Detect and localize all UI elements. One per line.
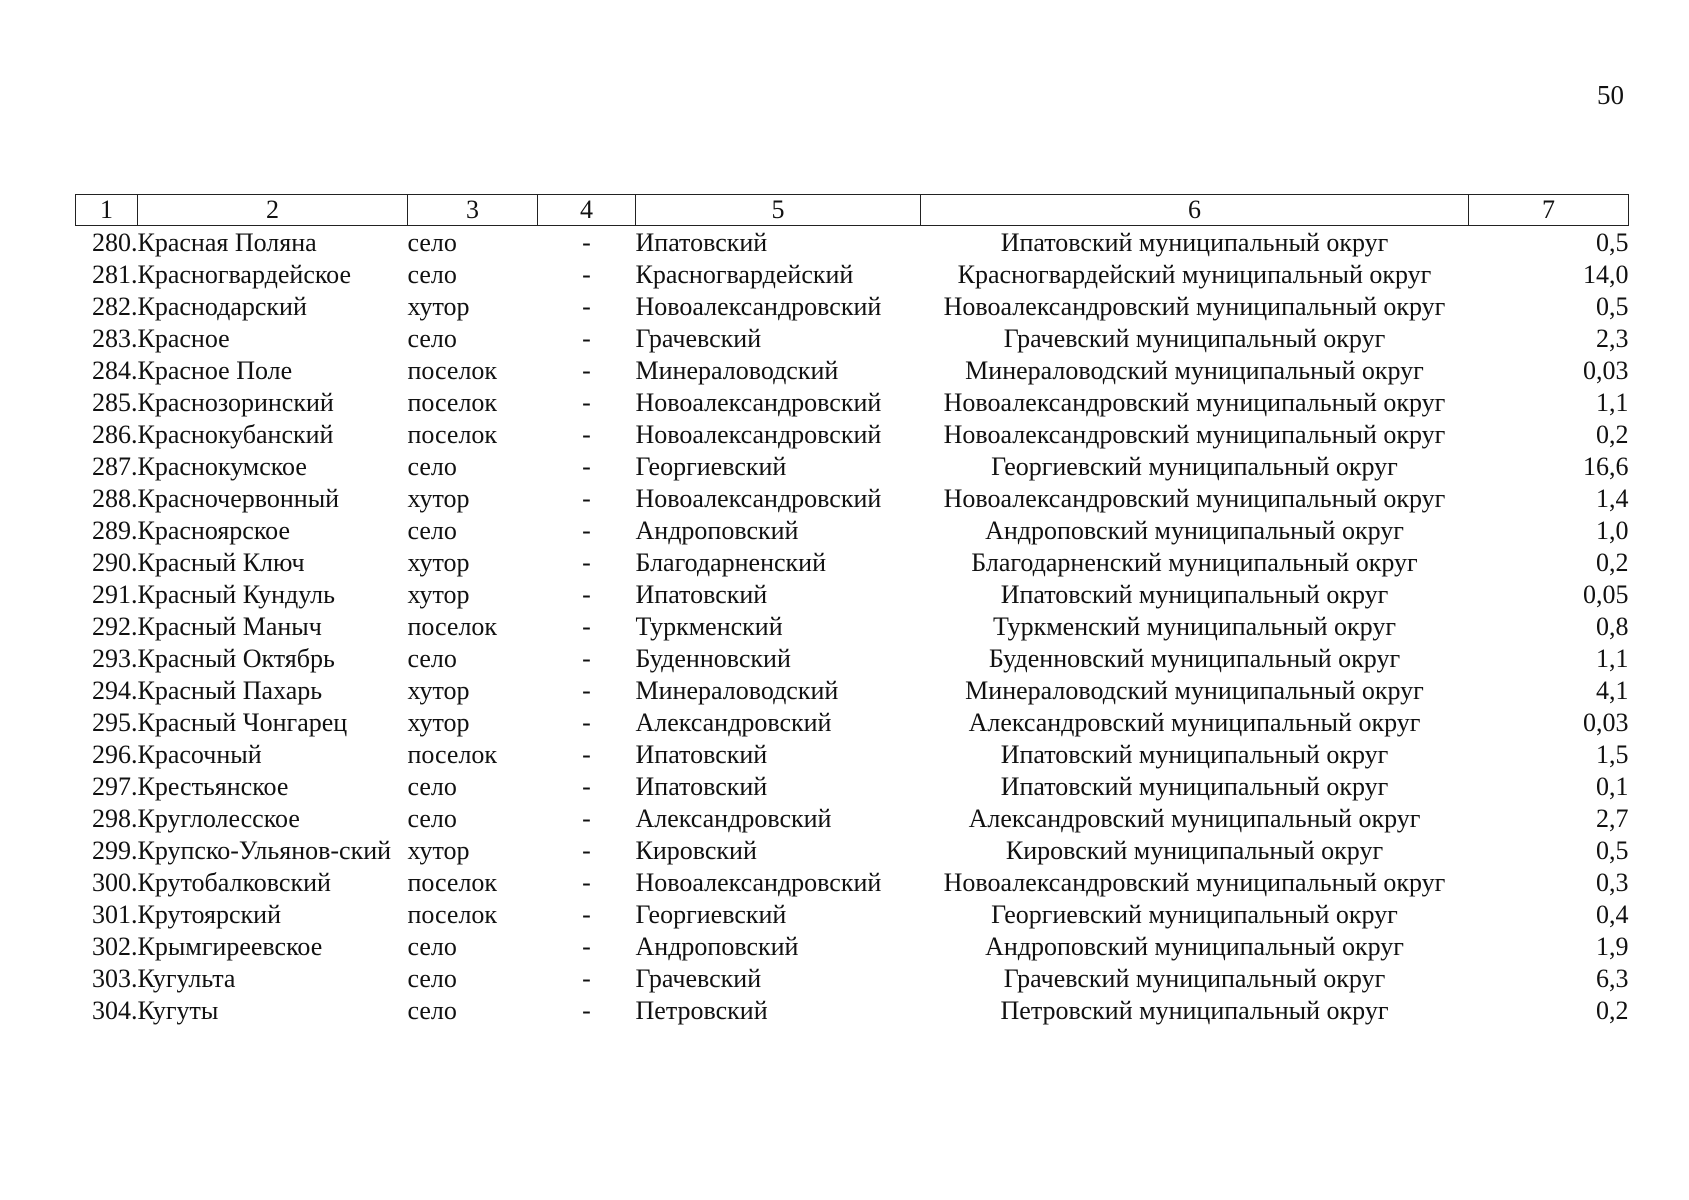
settlement-name: Кугуты <box>137 996 219 1025</box>
settlement-type: хутор <box>407 676 470 705</box>
column-4-value: - <box>582 292 591 321</box>
settlement-name: Красный Кундуль <box>137 580 335 609</box>
table-row <box>76 450 1629 482</box>
municipal-okrug: Новоалександровский муниципальный округ <box>943 420 1446 449</box>
table-row <box>76 706 1629 738</box>
municipal-okrug: Грачевский муниципальный округ <box>1003 324 1386 353</box>
column-4-value: - <box>582 484 591 513</box>
municipal-okrug: Минераловодский муниципальный округ <box>965 676 1424 705</box>
settlement-name: Красный Маныч <box>137 612 322 641</box>
district-name: Новоалександровский <box>635 484 882 513</box>
row-number: 289. <box>92 516 138 545</box>
column-4-value: - <box>582 228 591 257</box>
column-header: 3 <box>408 195 538 226</box>
numeric-value: 0,03 <box>1583 356 1629 385</box>
numeric-value: 2,7 <box>1596 804 1629 833</box>
district-name: Георгиевский <box>635 452 787 481</box>
settlement-type: хутор <box>407 484 470 513</box>
settlement-type: хутор <box>407 836 470 865</box>
district-name: Минераловодский <box>635 676 839 705</box>
settlement-name: Краснодарский <box>137 292 307 321</box>
municipal-okrug: Новоалександровский муниципальный округ <box>943 484 1446 513</box>
settlement-type: поселок <box>407 388 498 417</box>
settlement-name: Крутобалковский <box>137 868 331 897</box>
municipal-okrug: Минераловодский муниципальный округ <box>965 356 1424 385</box>
row-number: 303. <box>92 964 138 993</box>
table-row <box>76 962 1629 994</box>
numeric-value: 1,4 <box>1596 484 1629 513</box>
row-number: 285. <box>92 388 138 417</box>
numeric-value: 4,1 <box>1596 676 1629 705</box>
settlement-name: Красный Пахарь <box>137 676 323 705</box>
settlement-name: Краснокубанский <box>137 420 334 449</box>
district-name: Новоалександровский <box>635 420 882 449</box>
settlements-table <box>75 194 1629 1026</box>
municipal-okrug: Новоалександровский муниципальный округ <box>943 388 1446 417</box>
numeric-value: 0,2 <box>1596 548 1629 577</box>
column-header: 6 <box>921 195 1469 226</box>
column-4-value: - <box>582 644 591 673</box>
column-4-value: - <box>582 548 591 577</box>
table-row <box>76 642 1629 674</box>
table-row <box>76 898 1629 930</box>
numeric-value: 0,05 <box>1583 580 1629 609</box>
municipal-okrug: Грачевский муниципальный округ <box>1003 964 1386 993</box>
table-row <box>76 322 1629 354</box>
table-row <box>76 290 1629 322</box>
column-4-value: - <box>582 740 591 769</box>
settlement-type: поселок <box>407 420 498 449</box>
settlement-name: Красная Поляна <box>137 228 317 257</box>
column-header: 4 <box>538 195 636 226</box>
district-name: Ипатовский <box>635 740 768 769</box>
table-row <box>76 866 1629 898</box>
settlement-name: Красночервонный <box>137 484 340 513</box>
row-number: 288. <box>92 484 138 513</box>
column-4-value: - <box>582 516 591 545</box>
numeric-value: 2,3 <box>1596 324 1629 353</box>
municipal-okrug: Буденновский муниципальный округ <box>988 644 1401 673</box>
row-number: 304. <box>92 996 138 1025</box>
settlement-name: Краснозоринский <box>137 388 334 417</box>
district-name: Ипатовский <box>635 228 768 257</box>
numeric-value: 0,3 <box>1596 868 1629 897</box>
settlement-name: Крымгиреевское <box>137 932 323 961</box>
numeric-value: 1,1 <box>1596 388 1629 417</box>
page-number: 50 <box>1597 80 1624 110</box>
district-name: Буденновский <box>635 644 791 673</box>
settlement-type: поселок <box>407 356 498 385</box>
table-row <box>76 386 1629 418</box>
settlement-type: село <box>407 516 457 545</box>
table-row <box>76 610 1629 642</box>
column-4-value: - <box>582 804 591 833</box>
settlement-name: Красный Чонгарец <box>137 708 348 737</box>
numeric-value: 0,1 <box>1596 772 1629 801</box>
municipal-okrug: Ипатовский муниципальный округ <box>1000 580 1389 609</box>
table-row <box>76 802 1629 834</box>
row-number: 280. <box>92 228 138 257</box>
municipal-okrug: Александровский муниципальный округ <box>968 804 1421 833</box>
table-row <box>76 482 1629 514</box>
column-4-value: - <box>582 772 591 801</box>
municipal-okrug: Георгиевский муниципальный округ <box>991 900 1398 929</box>
column-number-row <box>76 195 1629 226</box>
district-name: Ипатовский <box>635 772 768 801</box>
settlement-name: Крестьянское <box>137 772 289 801</box>
settlement-name: Красочный <box>137 740 262 769</box>
municipal-okrug: Новоалександровский муниципальный округ <box>943 292 1446 321</box>
municipal-okrug: Петровский муниципальный округ <box>1000 996 1389 1025</box>
settlement-type: село <box>407 228 457 257</box>
numeric-value: 0,03 <box>1583 708 1629 737</box>
municipal-okrug: Ипатовский муниципальный округ <box>1000 740 1389 769</box>
settlement-type: село <box>407 324 457 353</box>
settlement-type: поселок <box>407 612 498 641</box>
settlement-type: село <box>407 772 457 801</box>
numeric-value: 1,5 <box>1596 740 1629 769</box>
column-header: 7 <box>1469 195 1629 226</box>
settlement-name: Красноярское <box>137 516 291 545</box>
settlement-type: поселок <box>407 900 498 929</box>
settlement-name: Красный Ключ <box>137 548 305 577</box>
row-number: 292. <box>92 612 138 641</box>
row-number: 296. <box>92 740 138 769</box>
settlement-type: хутор <box>407 708 470 737</box>
row-number: 294. <box>92 676 138 705</box>
municipal-okrug: Красногвардейский муниципальный округ <box>957 260 1432 289</box>
numeric-value: 0,2 <box>1596 996 1629 1025</box>
row-number: 302. <box>92 932 138 961</box>
row-number: 283. <box>92 324 138 353</box>
district-name: Кировский <box>635 836 757 865</box>
settlement-type: село <box>407 964 457 993</box>
settlement-type: хутор <box>407 292 470 321</box>
municipal-okrug: Георгиевский муниципальный округ <box>991 452 1398 481</box>
column-4-value: - <box>582 612 591 641</box>
column-4-value: - <box>582 420 591 449</box>
table-row <box>76 514 1629 546</box>
row-number: 298. <box>92 804 138 833</box>
row-number: 293. <box>92 644 138 673</box>
municipal-okrug: Андроповский муниципальный округ <box>985 932 1404 961</box>
numeric-value: 14,0 <box>1583 260 1629 289</box>
numeric-value: 1,1 <box>1596 644 1629 673</box>
municipal-okrug: Ипатовский муниципальный округ <box>1000 228 1389 257</box>
column-4-value: - <box>582 388 591 417</box>
settlement-type: село <box>407 804 457 833</box>
numeric-value: 0,8 <box>1596 612 1629 641</box>
settlement-type: село <box>407 452 457 481</box>
column-4-value: - <box>582 900 591 929</box>
table-row <box>76 994 1629 1026</box>
numeric-value: 1,9 <box>1596 932 1629 961</box>
settlement-type: хутор <box>407 580 470 609</box>
district-name: Андроповский <box>635 516 799 545</box>
numeric-value: 6,3 <box>1596 964 1629 993</box>
municipal-okrug: Новоалександровский муниципальный округ <box>943 868 1446 897</box>
table-row <box>76 930 1629 962</box>
settlement-name: Красное Поле <box>137 356 293 385</box>
column-4-value: - <box>582 356 591 385</box>
row-number: 299. <box>92 836 138 865</box>
numeric-value: 0,5 <box>1596 836 1629 865</box>
table-row <box>76 834 1629 866</box>
column-4-value: - <box>582 964 591 993</box>
district-name: Грачевский <box>635 324 762 353</box>
settlement-type: хутор <box>407 548 470 577</box>
settlement-name: Крутоярский <box>137 900 281 929</box>
column-4-value: - <box>582 836 591 865</box>
district-name: Петровский <box>635 996 768 1025</box>
numeric-value: 1,0 <box>1596 516 1629 545</box>
numeric-value: 0,2 <box>1596 420 1629 449</box>
district-name: Александровский <box>635 708 832 737</box>
column-4-value: - <box>582 452 591 481</box>
row-number: 287. <box>92 452 138 481</box>
row-number: 301. <box>92 900 138 929</box>
table-row <box>76 546 1629 578</box>
municipal-okrug: Благодарненский муниципальный округ <box>971 548 1418 577</box>
district-name: Андроповский <box>635 932 799 961</box>
settlement-type: село <box>407 932 457 961</box>
settlement-type: село <box>407 260 457 289</box>
row-number: 282. <box>92 292 138 321</box>
row-number: 297. <box>92 772 138 801</box>
municipal-okrug: Андроповский муниципальный округ <box>985 516 1404 545</box>
row-number: 286. <box>92 420 138 449</box>
settlement-type: село <box>407 996 457 1025</box>
district-name: Новоалександровский <box>635 388 882 417</box>
column-header: 5 <box>636 195 921 226</box>
column-header: 1 <box>76 195 138 226</box>
municipal-okrug: Туркменский муниципальный округ <box>993 612 1396 641</box>
district-name: Грачевский <box>635 964 762 993</box>
settlement-name: Красногвардейское <box>137 260 352 289</box>
settlement-type: поселок <box>407 868 498 897</box>
table-row <box>76 578 1629 610</box>
district-name: Георгиевский <box>635 900 787 929</box>
row-number: 300. <box>92 868 138 897</box>
settlement-name: Крупско-Ульянов-ский <box>137 836 392 865</box>
numeric-value: 0,5 <box>1596 228 1629 257</box>
settlement-name: Краснокумское <box>137 452 307 481</box>
numeric-value: 0,4 <box>1596 900 1629 929</box>
numeric-value: 16,6 <box>1583 452 1629 481</box>
settlement-type: село <box>407 644 457 673</box>
district-name: Ипатовский <box>635 580 768 609</box>
column-4-value: - <box>582 676 591 705</box>
settlement-name: Красный Октябрь <box>137 644 335 673</box>
numeric-value: 0,5 <box>1596 292 1629 321</box>
column-4-value: - <box>582 324 591 353</box>
district-name: Благодарненский <box>635 548 827 577</box>
table-row <box>76 674 1629 706</box>
column-4-value: - <box>582 996 591 1025</box>
row-number: 295. <box>92 708 138 737</box>
settlement-name: Кугульта <box>137 964 236 993</box>
municipal-okrug: Кировский муниципальный округ <box>1005 836 1384 865</box>
table-row <box>76 738 1629 770</box>
settlement-name: Красное <box>137 324 230 353</box>
table-row <box>76 226 1629 259</box>
table-row <box>76 418 1629 450</box>
settlement-name: Круглолесское <box>137 804 300 833</box>
district-name: Александровский <box>635 804 832 833</box>
district-name: Минераловодский <box>635 356 839 385</box>
table-body <box>76 226 1629 1027</box>
municipal-okrug: Ипатовский муниципальный округ <box>1000 772 1389 801</box>
municipal-okrug: Александровский муниципальный округ <box>968 708 1421 737</box>
settlement-type: поселок <box>407 740 498 769</box>
district-name: Туркменский <box>635 612 783 641</box>
column-4-value: - <box>582 260 591 289</box>
row-number: 291. <box>92 580 138 609</box>
table-row <box>76 258 1629 290</box>
column-4-value: - <box>582 580 591 609</box>
column-4-value: - <box>582 932 591 961</box>
district-name: Новоалександровский <box>635 292 882 321</box>
column-4-value: - <box>582 708 591 737</box>
table-row <box>76 354 1629 386</box>
row-number: 290. <box>92 548 138 577</box>
column-4-value: - <box>582 868 591 897</box>
row-number: 284. <box>92 356 138 385</box>
column-header: 2 <box>138 195 408 226</box>
table-row <box>76 770 1629 802</box>
row-number: 281. <box>92 260 138 289</box>
district-name: Красногвардейский <box>635 260 854 289</box>
district-name: Новоалександровский <box>635 868 882 897</box>
